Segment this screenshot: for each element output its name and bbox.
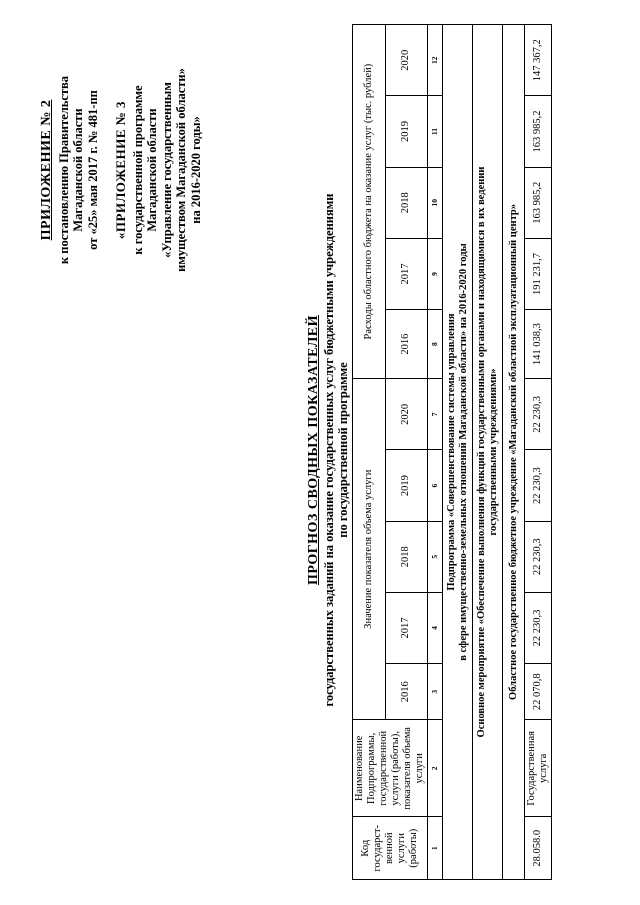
year-header: 2016 <box>385 664 428 720</box>
title-sub: государственных заданий на оказание государственных услуг бюджетными учреждениями <box>322 193 336 707</box>
appendix-number-inner: «ПРИЛОЖЕНИЕ № 3 <box>113 100 128 240</box>
rotated-landscape-sheet <box>10 10 610 900</box>
header-name: Наименование Подпрограммы, государственной услуги (работы), показателя объема услуги <box>353 720 428 817</box>
header-code: Код государст-венной услуги (работы) <box>353 817 428 880</box>
column-number: 5 <box>428 521 443 592</box>
cell-value: 147 367,2 <box>525 25 552 96</box>
year-header: 2018 <box>385 521 428 592</box>
header-expenses: Расходы областного бюджета на оказание услуг (тыс. рублей) <box>353 25 386 379</box>
column-number: 7 <box>428 379 443 450</box>
column-number: 9 <box>428 238 443 309</box>
column-number: 8 <box>428 310 443 379</box>
appendix-line: на 2016-2020 годы» <box>188 116 203 224</box>
header-volume: Значение показателя объема услуги <box>353 379 386 720</box>
year-header: 2020 <box>385 25 428 96</box>
cell-value: 22 070,8 <box>525 664 552 720</box>
main-activity-line: государственными учреждениями» <box>487 368 499 536</box>
main-activity-row <box>473 25 503 880</box>
subprogram-row <box>443 25 473 880</box>
cell-code: 28.058.0 <box>525 817 552 880</box>
year-header: 2019 <box>385 96 428 167</box>
year-header: 2020 <box>385 379 428 450</box>
column-number: 4 <box>428 592 443 663</box>
year-header: 2019 <box>385 450 428 521</box>
cell-value: 22 230,3 <box>525 379 552 450</box>
year-header: 2018 <box>385 167 428 238</box>
institution-row: Областное государственное бюджетное учреждение «Магаданский областной эксплуатационный центр» <box>503 25 525 880</box>
appendix-line: к постановлению Правительства <box>56 75 71 265</box>
appendix-line: имуществом Магаданской области» <box>174 68 188 272</box>
cell-value: 141 038,3 <box>525 310 552 379</box>
cell-value: 191 231,7 <box>525 238 552 309</box>
subprogram-line: Подпрограмма «Совершенствование системы управления <box>445 313 457 591</box>
appendix-number: ПРИЛОЖЕНИЕ № 2 <box>39 99 54 241</box>
column-number: 1 <box>428 817 443 880</box>
appendix-line: к государственной программе <box>130 85 145 255</box>
title-sub: по государственной программе <box>336 362 350 538</box>
column-number: 6 <box>428 450 443 521</box>
appendix-block <box>40 25 203 315</box>
column-number: 10 <box>428 167 443 238</box>
indicators-table <box>352 24 552 880</box>
column-number: 3 <box>428 664 443 720</box>
appendix-line: Магаданской области <box>145 108 159 232</box>
year-header: 2017 <box>385 238 428 309</box>
appendix-line: Магаданской области <box>71 108 85 232</box>
column-number: 12 <box>428 25 443 96</box>
cell-value: 163 985,2 <box>525 96 552 167</box>
year-header: 2016 <box>385 310 428 379</box>
column-number: 2 <box>428 720 443 817</box>
subprogram-line: в сфере имущественно-земельных отношений Магаданской области» на 2016-2020 годы <box>457 243 469 661</box>
cell-value: 22 230,3 <box>525 592 552 663</box>
cell-value: 22 230,3 <box>525 450 552 521</box>
cell-value: 22 230,3 <box>525 521 552 592</box>
appendix-line: от «25» мая 2017 г. № 481-пп <box>85 90 100 250</box>
appendix-line: «Управление государственным <box>159 82 174 258</box>
year-header: 2017 <box>385 592 428 663</box>
document-title <box>306 20 350 880</box>
column-number: 11 <box>428 96 443 167</box>
title-main: ПРОГНОЗ СВОДНЫХ ПОКАЗАТЕЛЕЙ <box>306 315 321 585</box>
main-activity-line: Основное мероприятие «Обеспечение выполнения функций государственными органами и находящимися в их ведении <box>475 166 487 738</box>
cell-value: 163 985,2 <box>525 167 552 238</box>
cell-name: Государственная услуга <box>525 720 552 817</box>
